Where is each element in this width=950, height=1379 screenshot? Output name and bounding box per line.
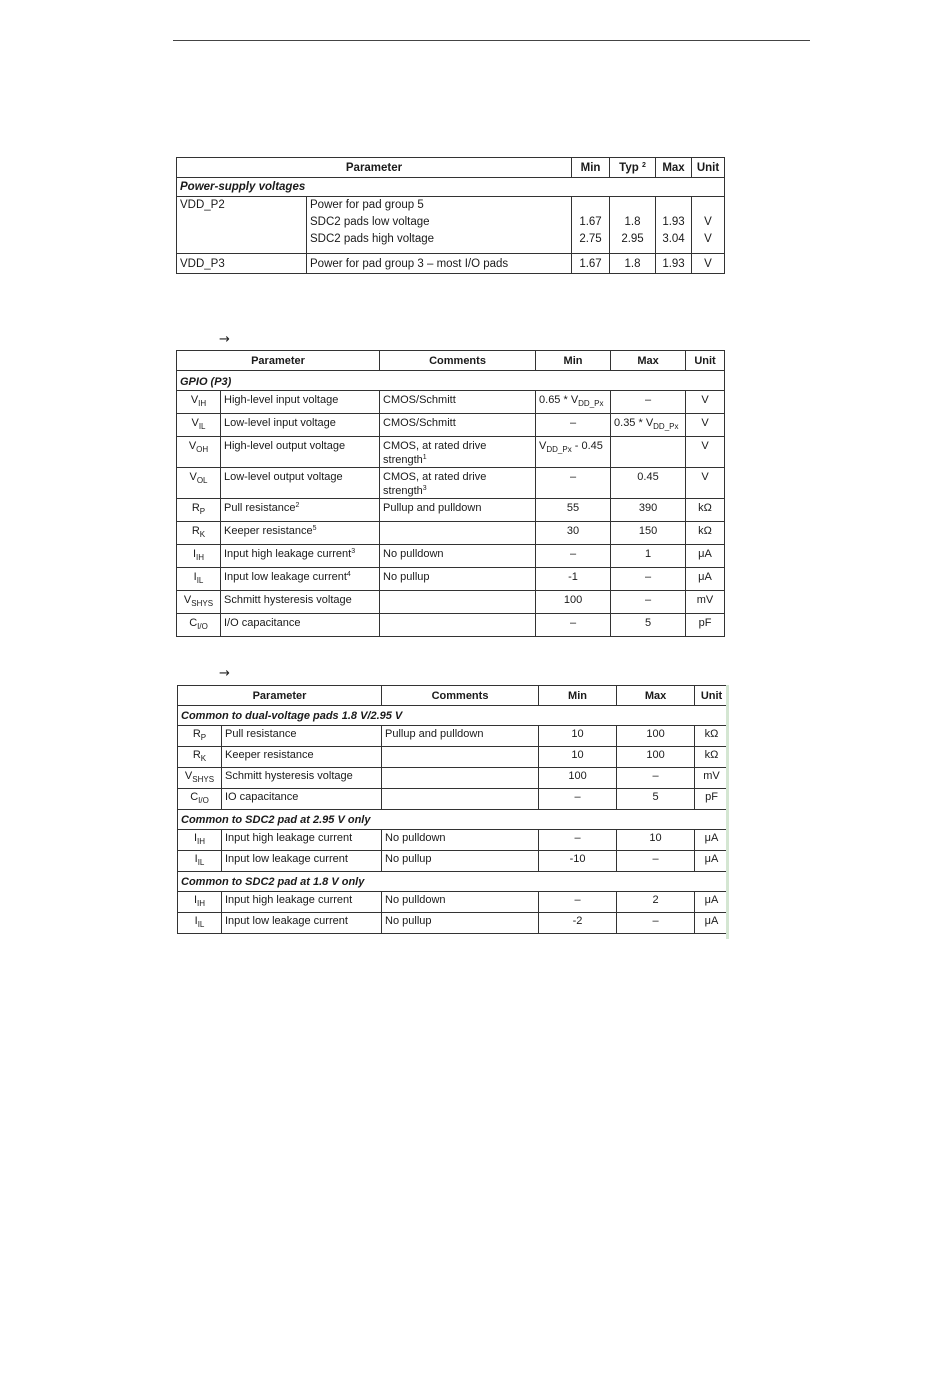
arrow-icon: → (219, 332, 230, 347)
section-row (177, 371, 725, 391)
param-description: Schmitt hysteresis voltage (221, 591, 380, 614)
max-value: 2 (617, 892, 695, 913)
param-symbol: $V_{OL}$ (177, 468, 221, 499)
header-parameter: Parameter (177, 158, 572, 178)
header-row (178, 686, 729, 706)
unit-value: kΩ (695, 747, 729, 768)
table-row (177, 391, 725, 414)
param-description: Keeper resistance$^5$ (221, 522, 380, 545)
comment: No pullup (382, 851, 539, 872)
table-row (177, 545, 725, 568)
comment (380, 522, 536, 545)
param-symbol: $V_{SHYS}$ (177, 591, 221, 614)
max-value: 100 (617, 726, 695, 747)
comment: Pullup and pulldown (382, 726, 539, 747)
header-row (177, 158, 725, 178)
param-description: High-level output voltage (221, 437, 380, 468)
section-title: Common to dual-voltage pads 1.8 V/2.95 V (178, 706, 729, 726)
unit-value: μA (695, 892, 729, 913)
param-description: Input low leakage current (222, 851, 382, 872)
table-row (177, 437, 725, 468)
section-title: GPIO (P3) (177, 371, 725, 391)
header-comments: Comments (382, 686, 539, 706)
table-row (178, 747, 729, 768)
min-value: 10 (539, 726, 617, 747)
header-comments: Comments (380, 351, 536, 371)
comment (380, 591, 536, 614)
param-symbol: $V_{SHYS}$ (178, 768, 222, 789)
min-value: – (536, 614, 611, 637)
comment: No pulldown (380, 545, 536, 568)
min-value: – (539, 789, 617, 810)
header-unit: Unit (695, 686, 729, 706)
header-min: Min (572, 158, 610, 178)
table-row (178, 768, 729, 789)
max-value: – (617, 851, 695, 872)
unit-value: pF (686, 614, 725, 637)
min-value: – (539, 892, 617, 913)
table-row (177, 254, 725, 274)
comment: No pulldown (382, 830, 539, 851)
min-value: 55 (536, 499, 611, 522)
unit-value: μA (686, 545, 725, 568)
param-symbol: $I_{IL}$ (177, 568, 221, 591)
unit-value: μA (695, 913, 729, 934)
header-typ: Typ $^2$ (610, 158, 656, 178)
header-parameter: Parameter (177, 351, 380, 371)
param-symbol: $I_{IL}$ (178, 913, 222, 934)
max-value: 1 (611, 545, 686, 568)
header-min: Min (539, 686, 617, 706)
section-row (178, 706, 729, 726)
min-value: – (536, 468, 611, 499)
param-description: Input high leakage current (222, 830, 382, 851)
param-description: Schmitt hysteresis voltage (222, 768, 382, 789)
unit-value: kΩ (686, 522, 725, 545)
param-symbol: $R_P$ (178, 726, 222, 747)
param-description: Pull resistance (222, 726, 382, 747)
param-symbol: $I_{IH}$ (177, 545, 221, 568)
unit-value: kΩ (695, 726, 729, 747)
min-value: $0.65 * V_{DD\_Px}$ (536, 391, 611, 414)
param-description: I/O capacitance (221, 614, 380, 637)
max-value: 0.45 (611, 468, 686, 499)
param-symbol: $C_{I/O}$ (177, 614, 221, 637)
section-title: Power-supply voltages (177, 178, 725, 197)
table-row (178, 789, 729, 810)
comment: CMOS, at rated drive strength$^1$ (380, 437, 536, 468)
gpio-dc-table (176, 350, 725, 637)
min-value: -2 (539, 913, 617, 934)
comment: CMOS, at rated drive strength$^3$ (380, 468, 536, 499)
param-description: Power for pad group 5 SDC2 pads low voltage SDC2 pads high voltage (307, 197, 572, 254)
table-row (177, 468, 725, 499)
table-row (177, 614, 725, 637)
table-row (177, 568, 725, 591)
table-row (178, 726, 729, 747)
param-description: Power for pad group 3 – most I/O pads (307, 254, 572, 274)
unit-value: μA (686, 568, 725, 591)
unit-value: kΩ (686, 499, 725, 522)
min-value: 100 (536, 591, 611, 614)
comment (380, 614, 536, 637)
min-value: -1 (536, 568, 611, 591)
unit-value: μA (695, 851, 729, 872)
power-supply-table (176, 157, 725, 274)
max-value: 390 (611, 499, 686, 522)
max-values: 1.93 3.04 (656, 197, 692, 254)
param-symbol: $R_K$ (177, 522, 221, 545)
header-max: Max (611, 351, 686, 371)
header-parameter: Parameter (178, 686, 382, 706)
unit-value: V (692, 254, 725, 274)
section-row (178, 872, 729, 892)
comment: No pullup (382, 913, 539, 934)
comment (382, 789, 539, 810)
max-value: 150 (611, 522, 686, 545)
table-row (177, 499, 725, 522)
unit-values: V V (692, 197, 725, 254)
min-value: $V_{DD\_Px} - 0.45$ (536, 437, 611, 468)
comment: CMOS/Schmitt (380, 414, 536, 437)
param-symbol: $V_{IL}$ (177, 414, 221, 437)
param-description: Input low leakage current (222, 913, 382, 934)
comment (382, 747, 539, 768)
table-row (178, 830, 729, 851)
min-value: – (536, 414, 611, 437)
param-description: Input low leakage current$^4$ (221, 568, 380, 591)
param-description: IO capacitance (222, 789, 382, 810)
max-value: – (611, 391, 686, 414)
comment (382, 768, 539, 789)
max-value (611, 437, 686, 468)
unit-value: V (686, 437, 725, 468)
min-value: – (539, 830, 617, 851)
param-description: Low-level input voltage (221, 414, 380, 437)
param-symbol: $R_K$ (178, 747, 222, 768)
param-description: Keeper resistance (222, 747, 382, 768)
table-row (178, 851, 729, 872)
unit-value: V (686, 468, 725, 499)
min-value: 30 (536, 522, 611, 545)
max-value: 5 (611, 614, 686, 637)
unit-value: V (686, 391, 725, 414)
table-row (178, 913, 729, 934)
param-description: Low-level output voltage (221, 468, 380, 499)
param-name: VDD_P3 (177, 254, 307, 274)
param-description: Input high leakage current$^3$ (221, 545, 380, 568)
min-values: 1.67 2.75 (572, 197, 610, 254)
param-description: High-level input voltage (221, 391, 380, 414)
unit-value: pF (695, 789, 729, 810)
comment: No pullup (380, 568, 536, 591)
header-rule (173, 40, 810, 41)
min-value: 1.67 (572, 254, 610, 274)
header-row (177, 351, 725, 371)
max-value: – (611, 591, 686, 614)
arrow-icon: → (219, 666, 230, 681)
typ-values: 1.8 2.95 (610, 197, 656, 254)
header-max: Max (617, 686, 695, 706)
table-row (177, 591, 725, 614)
section-title: Common to SDC2 pad at 2.95 V only (178, 810, 729, 830)
param-description: Pull resistance$^2$ (221, 499, 380, 522)
max-value: – (617, 768, 695, 789)
section-row (178, 810, 729, 830)
dual-voltage-pad-table (177, 685, 729, 934)
unit-value: mV (695, 768, 729, 789)
param-symbol: $V_{OH}$ (177, 437, 221, 468)
comment: CMOS/Schmitt (380, 391, 536, 414)
param-symbol: $I_{IH}$ (178, 892, 222, 913)
unit-value: μA (695, 830, 729, 851)
table-row (177, 414, 725, 437)
min-value: 100 (539, 768, 617, 789)
max-value: 1.93 (656, 254, 692, 274)
section-row (177, 178, 725, 197)
header-unit: Unit (692, 158, 725, 178)
max-value: 5 (617, 789, 695, 810)
section-title: Common to SDC2 pad at 1.8 V only (178, 872, 729, 892)
header-unit: Unit (686, 351, 725, 371)
param-symbol: $I_{IH}$ (178, 830, 222, 851)
unit-value: V (686, 414, 725, 437)
max-value: 10 (617, 830, 695, 851)
min-value: 10 (539, 747, 617, 768)
unit-value: mV (686, 591, 725, 614)
param-description: Input high leakage current (222, 892, 382, 913)
table-row (177, 522, 725, 545)
table-row (178, 892, 729, 913)
param-symbol: $V_{IH}$ (177, 391, 221, 414)
typ-value: 1.8 (610, 254, 656, 274)
scan-edge (726, 685, 729, 939)
max-value: $0.35 * V_{DD\_Px}$ (611, 414, 686, 437)
comment: No pulldown (382, 892, 539, 913)
param-symbol: $C_{I/O}$ (178, 789, 222, 810)
table-row (177, 197, 725, 254)
min-value: – (536, 545, 611, 568)
header-max: Max (656, 158, 692, 178)
comment: Pullup and pulldown (380, 499, 536, 522)
param-symbol: $R_P$ (177, 499, 221, 522)
param-name: VDD_P2 (177, 197, 307, 254)
min-value: -10 (539, 851, 617, 872)
max-value: – (611, 568, 686, 591)
max-value: – (617, 913, 695, 934)
param-symbol: $I_{IL}$ (178, 851, 222, 872)
header-min: Min (536, 351, 611, 371)
max-value: 100 (617, 747, 695, 768)
